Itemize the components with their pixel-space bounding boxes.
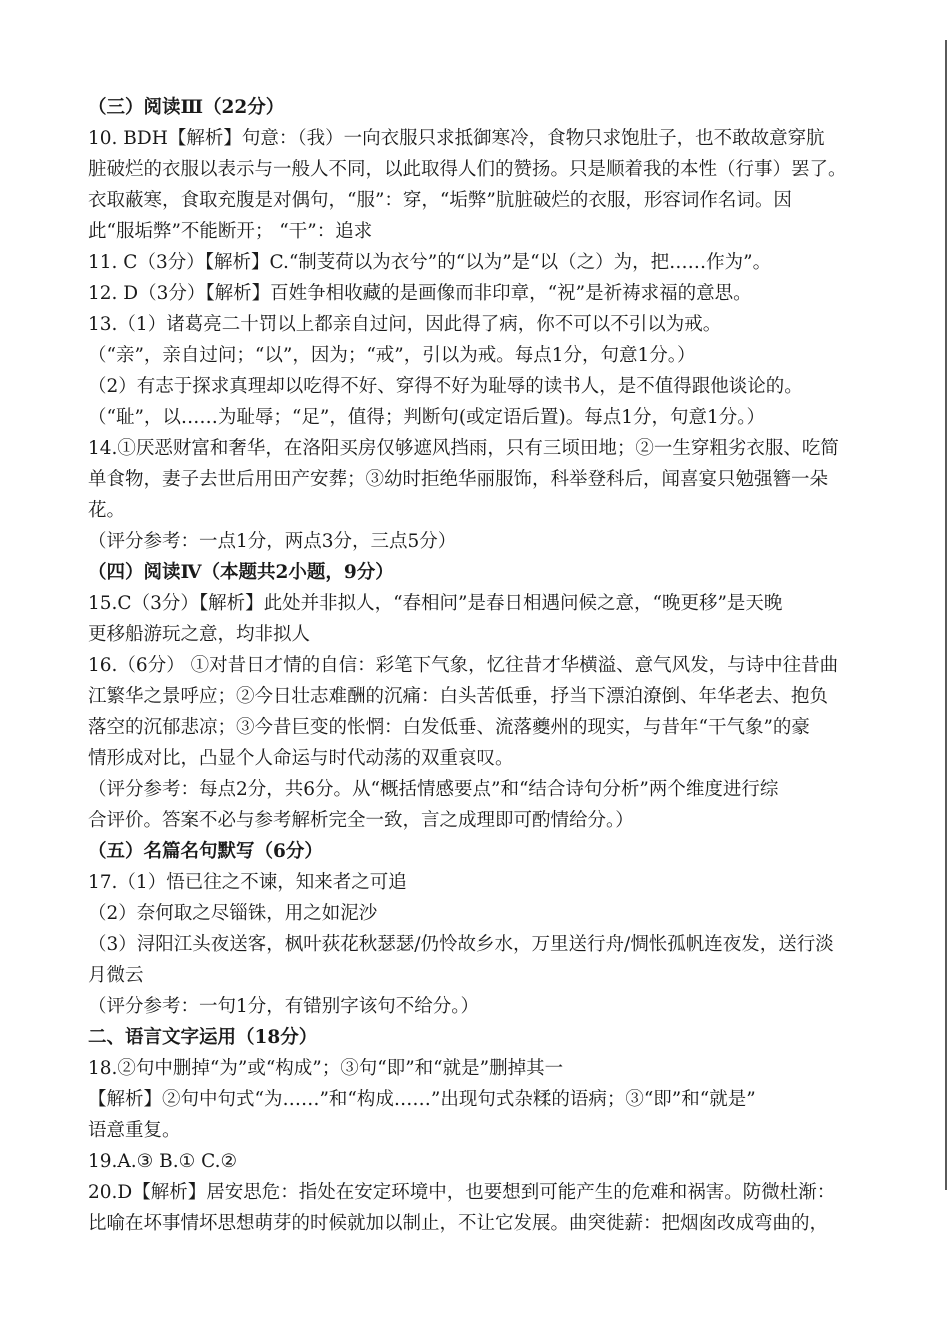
text-line: （“亲”，亲自过问；“以”，因为；“戒”，引以为戒。每点1分，句意1分。） <box>88 345 696 366</box>
text-line: 18.②句中删掉“为”或“构成”；③句“即”和“就是”删掉其一 <box>88 1058 564 1079</box>
section-heading: （四）阅读Ⅳ（本题共2小题，9分） <box>88 562 394 583</box>
text-line: 更移船游玩之意，均非拟人 <box>88 624 311 645</box>
text-line: （2）奈何取之尽锱铢，用之如泥沙 <box>88 903 378 924</box>
text-line: 12. D（3分）【解析】百姓争相收藏的是画像而非印章，“祝”是祈祷求福的意思。 <box>88 283 752 304</box>
text-line: 花。 <box>88 500 126 521</box>
text-line: 19.A.③ B.① C.② <box>88 1151 238 1172</box>
text-line: 16.（6分） ①对昔日才情的自信：彩笔下气象，忆往昔才华横溢、意气风发，与诗中往昔曲 <box>88 655 839 676</box>
section-heading: （三）阅读Ⅲ（22分） <box>88 97 285 118</box>
text-line: 月微云 <box>88 965 144 986</box>
text-line: 14.①厌恶财富和奢华，在洛阳买房仅够遮风挡雨，只有三顷田地；②一生穿粗劣衣服、吃简 <box>88 438 839 459</box>
answer-content <box>88 92 876 1239</box>
text-line: 10. BDH【解析】句意：（我）一向衣服只求抵御寒冷，食物只求饱肚子，也不敢故意穿肮 <box>88 128 825 149</box>
text-line: 11. C（3分）【解析】C.“制芰荷以为衣兮”的“以为”是“以（之）为，把……作为”。 <box>88 252 772 273</box>
text-line: 【解析】②句中句式“为……”和“构成……”出现句式杂糅的语病；③“即”和“就是” <box>88 1089 756 1110</box>
text-line: 15.C（3分）【解析】此处并非拟人，“春相问”是春日相遇问候之意，“晚更移”是天晚 <box>88 593 783 614</box>
text-line: （3）浔阳江头夜送客，枫叶荻花秋瑟瑟/仍怜故乡水，万里送行舟/惆怅孤帆连夜发，送行淡 <box>88 934 834 955</box>
text-line: 脏破烂的衣服以表示与一般人不同，以此取得人们的赞扬。只是顺着我的本性（行事）罢了。 <box>88 159 847 180</box>
text-line: 江繁华之景呼应；②今日壮志难酬的沉痛：白头苦低垂，抒当下漂泊潦倒、年华老去、抱负 <box>88 686 829 707</box>
text-line: 17.（1）悟已往之不谏，知来者之可追 <box>88 872 407 893</box>
text-line: 比喻在坏事情坏思想萌芽的时候就加以制止，不让它发展。曲突徙薪：把烟囱改成弯曲的， <box>88 1213 829 1234</box>
text-line: 单食物，妻子去世后用田产安葬；③幼时拒绝华丽服饰，科举登科后，闻喜宴只勉强簪一朵 <box>88 469 829 490</box>
text-line: 此“服垢弊”不能断开； “干”：追求 <box>88 221 373 242</box>
text-line: （评分参考：一句1分，有错别字该句不给分。） <box>88 996 480 1017</box>
text-line: 衣取蔽寒，食取充腹是对偶句，“服”：穿，“垢弊”肮脏破烂的衣服，形容词作名词。因 <box>88 190 792 211</box>
section-heading: （五）名篇名句默写（6分） <box>88 841 323 862</box>
text-line: 落空的沉郁悲凉；③今昔巨变的怅惘：白发低垂、流落夔州的现实，与昔年“干气象”的豪 <box>88 717 810 738</box>
text-line: 语意重复。 <box>88 1120 181 1141</box>
section-heading: 二、语言文字运用（18分） <box>88 1027 318 1048</box>
text-line: （“耻”，以……为耻辱；“足”，值得；判断句(或定语后置)。每点1分，句意1分。） <box>88 407 766 428</box>
text-line: （评分参考：每点2分，共6分。从“概括情感要点”和“结合诗句分析”两个维度进行综 <box>88 779 779 800</box>
text-line: 13.（1）诸葛亮二十罚以上都亲自过问，因此得了病，你不可以不引以为戒。 <box>88 314 722 335</box>
text-line: 合评价。答案不必与参考解析完全一致，言之成理即可酌情给分。） <box>88 810 634 831</box>
text-line: （2）有志于探求真理却以吃得不好、穿得不好为耻辱的读书人，是不值得跟他谈论的。 <box>88 376 803 397</box>
text-line: （评分参考：一点1分，两点3分，三点5分） <box>88 531 457 552</box>
text-line: 20.D【解析】居安思危：指处在安定环境中，也要想到可能产生的危难和祸害。防微杜渐： <box>88 1182 836 1203</box>
page-edge-line <box>945 40 947 1190</box>
text-line: 情形成对比，凸显个人命运与时代动荡的双重哀叹。 <box>88 748 514 769</box>
